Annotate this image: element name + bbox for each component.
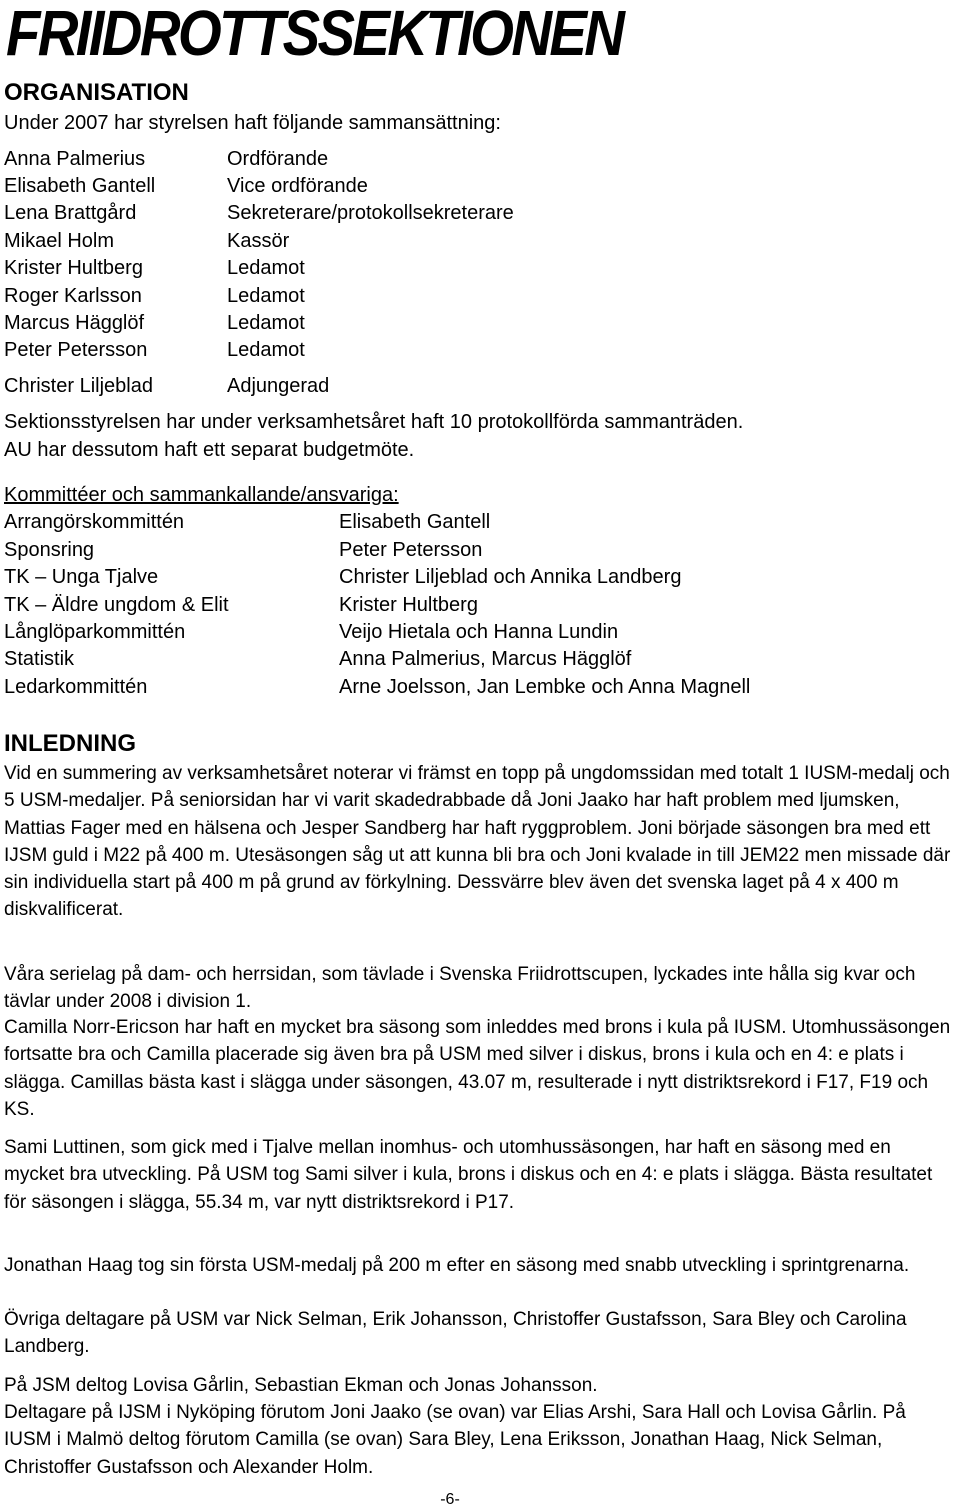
committee-responsible: Arne Joelsson, Jan Lembke och Anna Magnell bbox=[339, 676, 751, 698]
member-role: Ledamot bbox=[227, 257, 305, 279]
member-name: Roger Karlsson bbox=[4, 285, 142, 307]
member-name: Marcus Hägglöf bbox=[4, 312, 145, 334]
paragraph: Vid en summering av verksamhetsåret noterar vi främst en topp på ungdomssidan med totalt 1 IUSM-medalj och 5 USM-medaljer. På seniorsidan har vi varit skadedrabbade då Joni Jaako har haft problem med ljumsken, Mattias Fager med en hälsena och Jesper Sandberg har haft ryggproblem. Joni började säsongen bra med ett IJSM guld i M22 på 400 m. Utesäsongen såg ut att kunna bli bra och Joni kvalade in till JEM22 men missade där sin individuella start på 400 m på grund av förkylning. Dessvärre blev även det svenska laget på 4 x 400 m diskvalificerat. bbox=[4, 763, 951, 921]
member-role: Ledamot bbox=[227, 285, 305, 307]
committee-name: Statistik bbox=[4, 648, 75, 670]
member-name: Peter Petersson bbox=[4, 339, 148, 361]
page-title: FRIIDROTTSSEKTIONEN bbox=[6, 0, 623, 69]
member-name: Mikael Holm bbox=[4, 230, 115, 252]
member-role: Ordförande bbox=[227, 148, 329, 170]
organisation-intro: Under 2007 har styrelsen haft följande sammansättning: bbox=[4, 112, 501, 134]
member-role: Sekreterare/protokollsekreterare bbox=[227, 202, 514, 224]
inledning-heading: INLEDNING bbox=[4, 730, 136, 757]
member-name: Krister Hultberg bbox=[4, 257, 143, 279]
member-name: Elisabeth Gantell bbox=[4, 175, 156, 197]
committee-name: Arrangörskommittén bbox=[4, 511, 185, 533]
committee-name: Sponsring bbox=[4, 539, 95, 561]
member-role: Kassör bbox=[227, 230, 290, 252]
committee-name: Ledarkommittén bbox=[4, 676, 148, 698]
member-role: Ledamot bbox=[227, 339, 305, 361]
meetings-text: Sektionsstyrelsen har under verksamhetsåret haft 10 protokollförda sammanträden. bbox=[4, 411, 744, 433]
budget-meeting-text: AU har dessutom haft ett separat budgetmöte. bbox=[4, 439, 415, 461]
committee-responsible: Christer Liljeblad och Annika Landberg bbox=[339, 566, 682, 588]
organisation-heading: ORGANISATION bbox=[4, 79, 189, 106]
paragraph: Camilla Norr-Ericson har haft en mycket bra säsong som inleddes med brons i kula på IUSM. Utomhussäsongen fortsatte bra och Camilla placerade sig även bra på USM med silver i diskus, brons i kula och en 4: e plats i slägga. Camillas bästa kast i slägga under säsongen, 43.07 m, resulterade i nytt distriktsrekord i F17, F19 och KS. bbox=[4, 1017, 951, 1120]
paragraph: Övriga deltagare på USM var Nick Selman, Erik Johansson, Christoffer Gustafsson, Sara Bley och Carolina Landberg. bbox=[4, 1309, 907, 1358]
member-name: Christer Liljeblad bbox=[4, 375, 153, 397]
member-name: Anna Palmerius bbox=[4, 148, 146, 170]
paragraph: Deltagare på IJSM i Nyköping förutom Joni Jaako (se ovan) var Elias Arshi, Sara Hall och Lovisa Gårlin. På IUSM i Malmö deltog förutom Camilla (se ovan) Sara Bley, Lena Eriksson, Jonathan Haag, Nick Selman, Christoffer Gustafsson och Alexander Holm. bbox=[4, 1402, 906, 1478]
member-role: Vice ordförande bbox=[227, 175, 368, 197]
paragraph: På JSM deltog Lovisa Gårlin, Sebastian Ekman och Jonas Johansson. bbox=[4, 1375, 598, 1396]
page-number: -6- bbox=[440, 1491, 460, 1508]
committee-name: Långlöparkommittén bbox=[4, 621, 186, 643]
committee-responsible: Peter Petersson bbox=[339, 539, 483, 561]
committees-heading: Kommittéer och sammankallande/ansvariga: bbox=[4, 484, 399, 506]
paragraph: Våra serielag på dam- och herrsidan, som tävlade i Svenska Friidrottscupen, lyckades inte hålla sig kvar och tävlar under 2008 i division 1. bbox=[4, 964, 916, 1013]
paragraph: Jonathan Haag tog sin första USM-medalj på 200 m efter en säsong med snabb utveckling i sprintgrenarna. bbox=[4, 1255, 910, 1276]
committee-responsible: Veijo Hietala och Hanna Lundin bbox=[339, 621, 619, 643]
committee-responsible: Elisabeth Gantell bbox=[339, 511, 491, 533]
member-name: Lena Brattgård bbox=[4, 202, 137, 224]
member-role: Adjungerad bbox=[227, 375, 330, 397]
committee-name: TK – Unga Tjalve bbox=[4, 566, 159, 588]
paragraph: Sami Luttinen, som gick med i Tjalve mellan inomhus- och utomhussäsongen, har haft en säsong med en mycket bra utveckling. På USM tog Sami silver i kula, brons i diskus och en 4: e plats i slägga. Bästa resultatet för säsongen i slägga, 55.34 m, var nytt distriktsrekord i P17. bbox=[4, 1137, 933, 1213]
member-role: Ledamot bbox=[227, 312, 305, 334]
committee-responsible: Anna Palmerius, Marcus Hägglöf bbox=[339, 648, 632, 670]
committee-name: TK – Äldre ungdom & Elit bbox=[4, 594, 229, 616]
committee-responsible: Krister Hultberg bbox=[339, 594, 478, 616]
